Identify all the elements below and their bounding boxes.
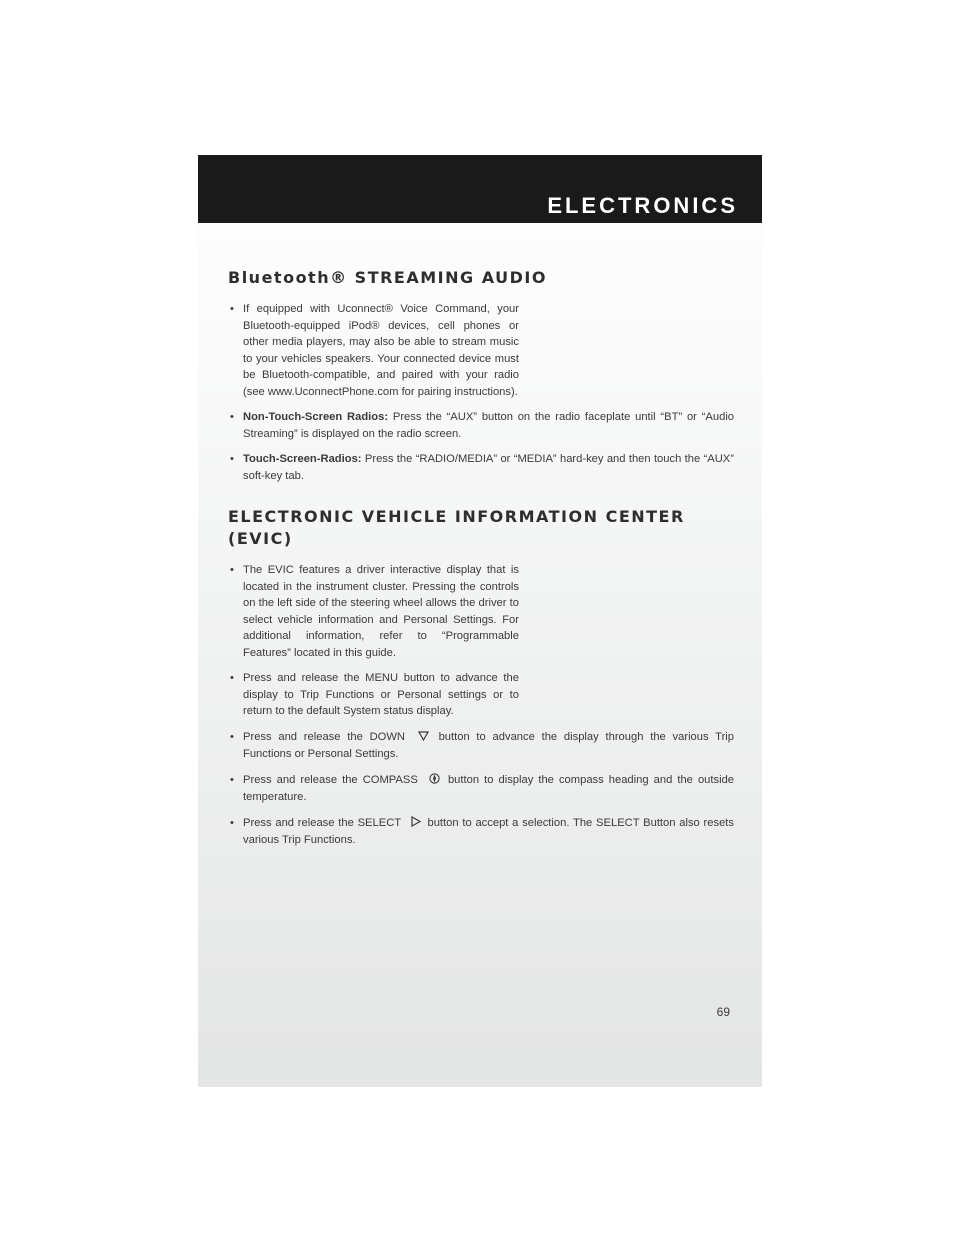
list-item [228,409,734,442]
manual-page [198,155,762,1087]
list-item [228,729,734,763]
bullet-text: button to display the compass heading and the outside temperature. [243,773,735,803]
bullet-text: Press and release the COMPASS [243,773,418,786]
page-content [228,267,734,858]
bullet-text: The EVIC features a driver interactive display that is located in the instrument cluster. Pressing the controls on the left side of the steering wheel allows the driver to select vehicle information and Personal Settings. For additional information, refer to “Programmable Features” located in this guide. [243,564,519,659]
right-triangle-icon [411,816,421,833]
bullet-text: If equipped with Uconnect® Voice Command, your Bluetooth-equipped iPod® devices, cell phones or other media players, may also be able to stream music to your vehicles speakers. Your connected device must be Bluetooth-compatible, and paired with your radio (see www.UconnectPhone.com for pairing instructions). [243,303,519,398]
compass-icon [429,773,440,790]
evic-heading: ELECTRONIC VEHICLE INFORMATION CENTER (EVIC) [228,507,685,548]
list-item [228,815,734,849]
list-item [228,772,734,806]
evic-list [228,562,734,849]
list-item [228,451,734,484]
bullet-label: Touch-Screen-Radios: [243,453,362,465]
down-triangle-icon [418,730,429,747]
list-item [228,670,519,720]
bullet-text: Press the “RADIO/MEDIA” or “MEDIA” hard-key and then touch the “AUX” soft-key tab. [243,453,734,482]
section-title: ELECTRONICS [547,193,738,218]
bullet-text: Press and release the MENU button to advance the display to Trip Functions or Personal settings or to return to the default System status display. [243,672,519,717]
header-bar [198,155,762,223]
bullet-text: Press and release the SELECT [243,816,401,829]
list-item [228,562,519,661]
bluetooth-list [228,301,734,484]
bullet-label: Non-Touch-Screen Radios: [243,411,389,423]
bullet-text: button to accept a selection. The SELECT Button also resets various Trip Functions. [243,816,735,846]
list-item [228,301,519,400]
page-number: 69 [716,1005,730,1019]
bluetooth-heading: Bluetooth® STREAMING AUDIO [228,268,547,287]
bullet-text: button to advance the display through the various Trip Functions or Personal Settings. [243,730,735,760]
bullet-text: Press the “AUX” button on the radio faceplate until “BT” or “Audio Streaming” is displayed on the radio screen. [243,411,735,440]
bullet-text: Press and release the DOWN [243,730,405,743]
